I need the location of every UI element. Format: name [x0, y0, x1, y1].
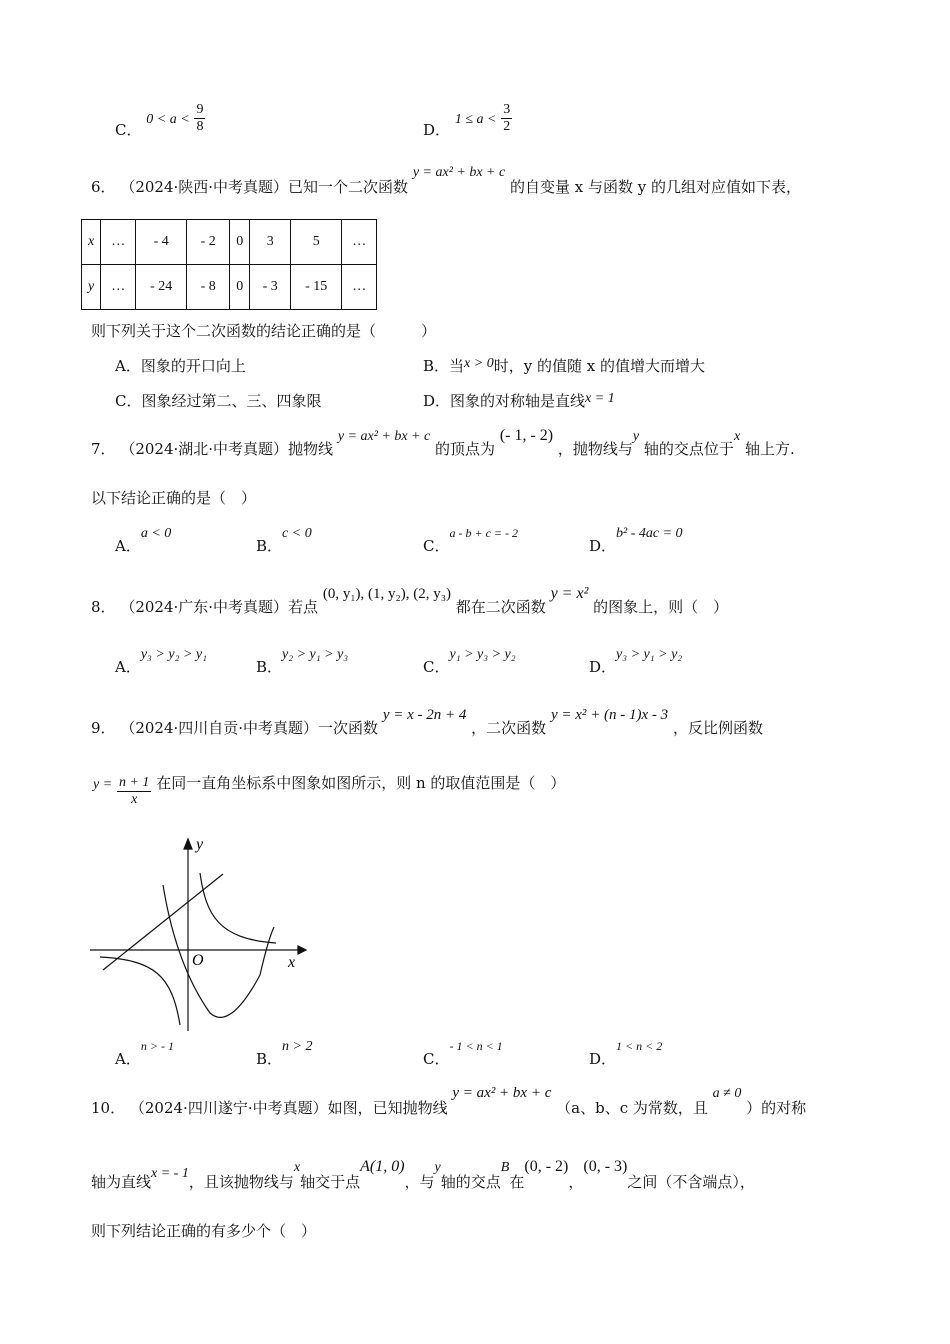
fraction: $\frac{3}{2}$: [503, 102, 511, 135]
q8-stem-line: 8． （2024·广东·中考真题）若点 (0, y₁), (1, y₂), (2, y₃) 都在二次函数 y = x² 的图象上，则（ ）: [91, 585, 729, 616]
q10-stem-line-1: 10． （2024·四川遂宁·中考真题）如图，已知抛物线 y = ax² + bx + c （a、b、c 为常数，且 a ≠ 0 ）的对称: [91, 1085, 807, 1117]
q9-reciprocal-line: y = $\frac{n + 1}{x}$ 在同一直角坐标系中图象如图所示，则 n 的取值范围是（ ）: [93, 773, 566, 808]
q6-option-b[interactable]: B．当x > 0时，y 的值随 x 的值增大而增大: [423, 356, 705, 375]
q9-option-a[interactable]: A．n > - 1: [115, 1039, 174, 1068]
q6-option-a[interactable]: A．图象的开口向上: [115, 357, 246, 375]
q6-option-d[interactable]: D．图象的对称轴是直线x = 1: [423, 391, 615, 410]
q8-option-b[interactable]: B．y₂ > y₁ > y₃: [256, 647, 349, 676]
q7-stem-line: 7． （2024·湖北·中考真题）抛物线 y = ax² + bx + c 的顶点为 (- 1, - 2) ，抛物线与y 轴的交点位于x 轴上方.: [91, 427, 795, 458]
y-axis-arrow: [184, 839, 192, 849]
function-graph: [88, 835, 308, 1035]
q9-option-d[interactable]: D．1 < n < 2: [589, 1039, 663, 1068]
q9-option-c[interactable]: C．- 1 < n < 1: [423, 1039, 503, 1068]
fraction: $\frac{n + 1}{x}$: [118, 775, 150, 808]
q7-question: 以下结论正确的是（ ）: [91, 489, 257, 507]
formula: y = ax² + bx + c: [412, 165, 506, 180]
q5-option-c[interactable]: C． 0 < a < $\frac{9}{8}$: [115, 102, 204, 139]
q9-option-b[interactable]: B．n > 2: [256, 1039, 313, 1068]
fraction: $\frac{9}{8}$: [196, 102, 204, 135]
q7-option-b[interactable]: B．c < 0: [256, 526, 312, 555]
q6-option-c[interactable]: C．图象经过第二、三、四象限: [115, 392, 322, 410]
table-row: y … - 24 - 8 0 - 3 - 15 …: [82, 265, 377, 310]
origin-label: O: [192, 952, 204, 969]
x-axis-arrow: [298, 946, 306, 954]
q10-question: 则下列结论正确的有多少个（ ）: [91, 1222, 317, 1240]
q8-option-c[interactable]: C．y₁ > y₃ > y₂: [423, 647, 516, 676]
q6-stem-line: 6． （2024·陕西·中考真题）已知一个二次函数 y = ax² + bx + c 的自变量 x 与函数 y 的几组对应值如下表，: [91, 165, 802, 196]
q8-option-a[interactable]: A．y₃ > y₂ > y₁: [115, 647, 207, 676]
q8-option-d[interactable]: D．y₃ > y₁ > y₂: [589, 647, 683, 676]
parabola: [163, 885, 274, 1017]
q7-option-c[interactable]: C．a - b + c = - 2: [423, 526, 518, 555]
q10-stem-line-2: 轴为直线x = - 1，且该抛物线与x轴交于点A(1, 0)，与y轴的交点B在(0, - 2)，(0, - 3)之间（不含端点），: [91, 1158, 755, 1191]
table-row: x … - 4 - 2 0 3 5 …: [82, 220, 377, 265]
y-axis-label: y: [196, 836, 204, 853]
q7-option-a[interactable]: A．a < 0: [115, 526, 172, 555]
q7-option-d[interactable]: D．b² - 4ac = 0: [589, 526, 683, 555]
value-table: [81, 219, 377, 310]
hyperbola-branch-left: [100, 957, 180, 1025]
q9-stem-line: 9． （2024·四川自贡·中考真题）一次函数 y = x - 2n + 4 ，二次函数 y = x² + (n - 1)x - 3 ，反比例函数: [91, 707, 763, 737]
q6-question: 则下列关于这个二次函数的结论正确的是（ ）: [91, 322, 437, 340]
q5-option-d[interactable]: D． 1 ≤ a < $\frac{3}{2}$: [423, 102, 511, 139]
x-axis-label: x: [288, 954, 296, 971]
